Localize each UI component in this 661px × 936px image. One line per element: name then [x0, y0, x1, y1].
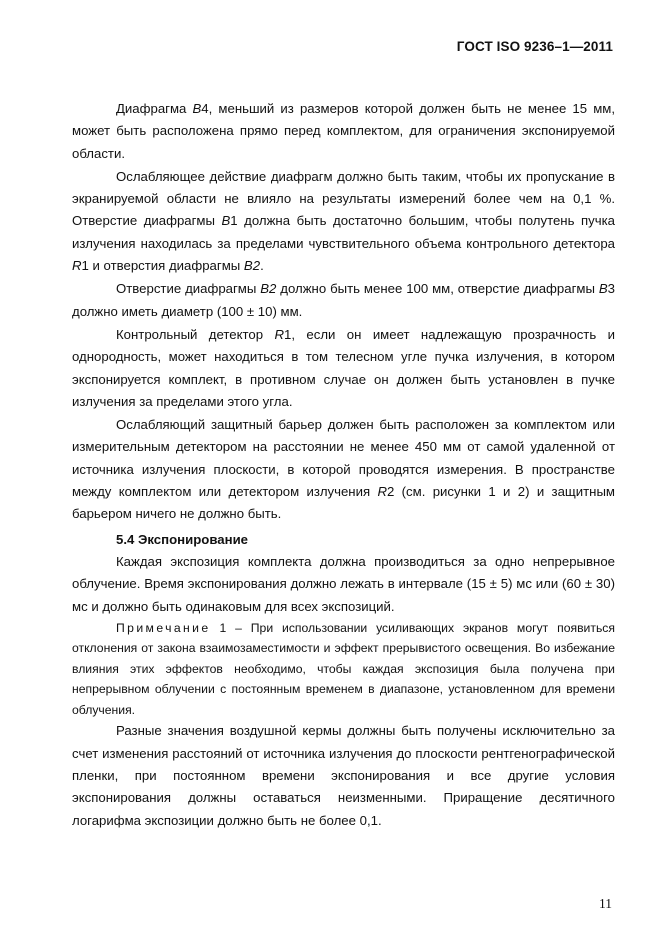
paragraph-exposure: Каждая экспозиция комплекта должна производиться за одно непрерывное облучение. Время экспонирования должно лежать в интервале (15 ± 5) мс или (60 ± 30) мс и должно быть одинаковым для всех экспозиций. [72, 553, 615, 614]
italic-symbol: R [377, 484, 387, 500]
text-run: 3 должно иметь диаметр (100 ± 10) мм. [72, 281, 615, 319]
italic-symbol: B [192, 101, 202, 116]
paragraph-diaphragm-b4 [72, 98, 615, 165]
italic-symbol: B [221, 213, 231, 229]
text-run: Контрольный детектор [116, 326, 275, 342]
note-1 [72, 618, 615, 721]
italic-symbol: R [72, 258, 82, 274]
page-number: 11 [599, 896, 612, 911]
section-heading-exposure: 5.4 Экспонирование [116, 531, 249, 547]
text-run: 1 и отверстия диафрагмы [81, 258, 244, 274]
text-run: Диафрагма [116, 101, 193, 116]
text-run: Ослабляющее действие диафрагм должно быть таким, чтобы их пропускание в экранируемой области не влияло на результаты измерений более чем на 0,1 %. Отверстие диафрагмы [72, 168, 615, 229]
note-text: 1 – При использовании усиливающих экранов могут появиться отклонения от закона взаимозаместимости и эффект прерывистого освещения. Во избежание влияния этих эффектов необходимо, чтобы каждая экспозиция была получена при непрерывном облучении с постоянным временем в диапазоне, установленном для времени облучения. [72, 620, 615, 717]
page-body [72, 98, 615, 832]
text-run: Ослабляющий защитный барьер должен быть расположен за комплектом или измерительным детектором на расстоянии не менее 450 мм от самой удаленной от источника излучения плоскости, в которой проводятся измерения. В пространстве между комплектом или детектором излучения [72, 417, 615, 500]
text-run: Отверстие диафрагмы [116, 281, 261, 297]
paragraph-protective-barrier [72, 414, 615, 525]
text-run: . [260, 258, 264, 274]
text-run: 4, меньший из размеров которой должен быть не менее 15 мм, может быть расположена прямо перед комплектом, для ограничения экспонируемой области. [72, 101, 616, 161]
paragraph-diaphragm-attenuation [72, 166, 615, 277]
paragraph-air-kerma: Разные значения воздушной кермы должны быть получены исключительно за счет изменения расстояний от источника излучения до плоскости рентгенографической пленки, при постоянном времени экспонирования и все другие условия экспонирования должны оставаться неизменными. Приращение десятичного логарифма экспозиции должно быть не более 0,1. [72, 723, 615, 828]
text-run: 2 (см. рисунки 1 и 2) и защитным барьером ничего не должно быть. [72, 484, 615, 522]
text-run: 1 должна быть достаточно большим, чтобы полутень пучка излучения находилась за пределами чувствительного объема контрольного детектора [72, 213, 615, 251]
document-standard-header: ГОСТ ISO 9236–1—2011 [456, 39, 613, 54]
italic-symbol: R [274, 326, 285, 342]
italic-symbol: B [598, 281, 608, 297]
italic-symbol: B2 [260, 281, 277, 297]
text-run: должно быть менее 100 мм, отверстие диафрагмы [276, 281, 599, 297]
note-label: Примечание [116, 620, 211, 635]
paragraph-diaphragm-b2-opening [72, 278, 615, 323]
paragraph-control-detector [72, 324, 615, 413]
italic-symbol: B2 [243, 258, 261, 274]
text-run: 1, если он имеет надлежащую прозрачность и однородность, может находиться в том телесном угле пучка излучения, в котором экспонируется комплект, в противном случае он должен быть установлен в пучке излучения за пределами этого угла. [72, 326, 615, 409]
